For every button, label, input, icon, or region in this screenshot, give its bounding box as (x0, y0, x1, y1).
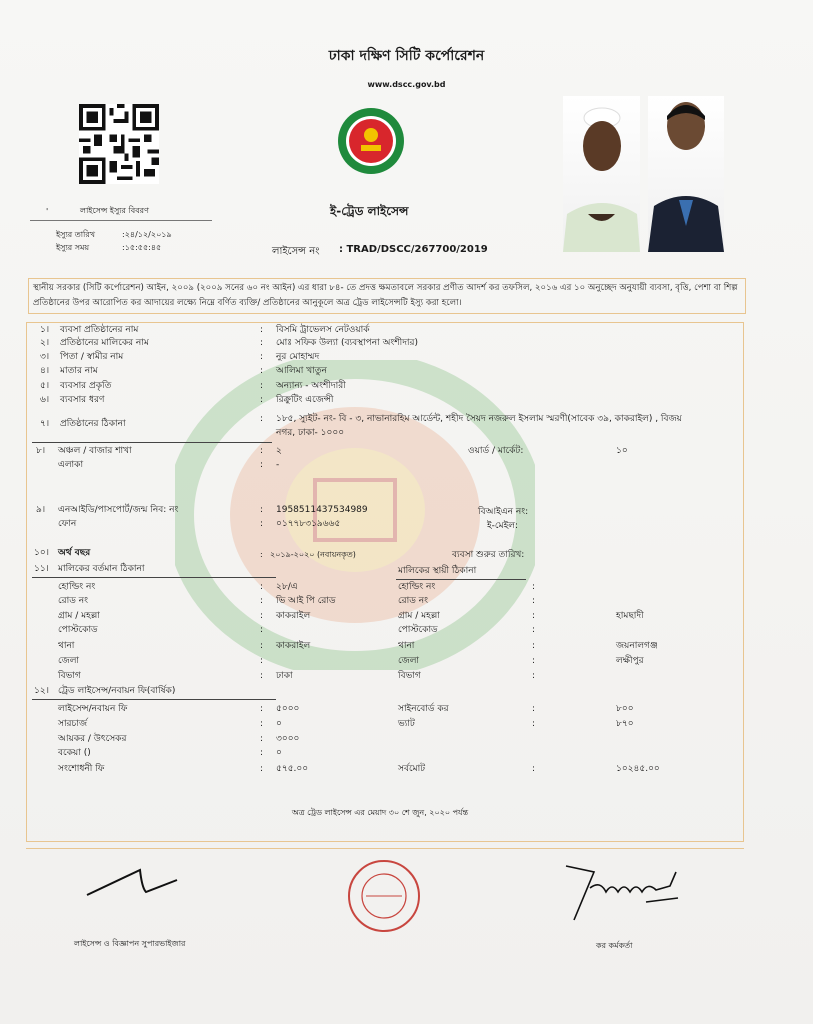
fiscal-value: ২০১৯-২০২০ (নবায়নকৃত) (270, 550, 356, 559)
fee-label: লাইসেন্স/নবায়ন ফি (58, 704, 128, 714)
field-value: আলিমা খাতুন (276, 366, 327, 376)
permanent-field-colon: : (532, 582, 536, 592)
bullet-mark: ' (46, 207, 49, 216)
field-label: ব্যবসার প্রকৃতি (60, 381, 112, 391)
present-field-label: হোল্ডিং নং (58, 582, 96, 592)
present-field-value: কাকরাইল (276, 641, 311, 651)
field-no: ৬। (40, 395, 50, 405)
zone-value: ২ (276, 446, 282, 456)
qr-code (78, 104, 160, 184)
fee-value-right: ৮৭০ (616, 719, 634, 729)
zone-label: অঞ্চল / বাজার শাখা (58, 446, 132, 456)
fee-value-right: ১০২৪৫.০০ (616, 764, 660, 774)
tax-officer-signature (560, 858, 690, 930)
field-label: পিতা / স্বামীর নাম (60, 352, 124, 362)
present-field-colon: : (260, 611, 264, 621)
permanent-field-value: জয়নালগঞ্জ (616, 641, 658, 651)
present-field-value: কাকরাইল (276, 611, 311, 621)
field-colon: : (260, 381, 264, 391)
permanent-field-label: বিভাগ (398, 671, 421, 681)
address-label: প্রতিষ্ঠানের ঠিকানা (60, 419, 126, 429)
field-value: রিক্রুটিং এজেন্সী (276, 395, 334, 405)
present-field-colon: : (260, 582, 264, 592)
fee-colon-right: : (532, 764, 536, 774)
issue-heading: লাইসেন্স ইস্যুর বিবরণ (80, 206, 149, 215)
permanent-field-colon: : (532, 671, 536, 681)
fee-colon-right: : (532, 719, 536, 729)
field-value: বিসমি ট্রাভেলস নেটওয়ার্ক (276, 325, 370, 335)
issue-heading-underline (30, 220, 212, 221)
present-field-value: ঢাকা (276, 671, 293, 681)
permanent-field-colon: : (532, 611, 536, 621)
fee-label-right: সর্বমোট (398, 764, 426, 774)
present-field-value: ভি আই পি রোড (276, 596, 336, 606)
address-no: ৭। (40, 419, 50, 429)
field-no: ৩। (40, 352, 50, 362)
ids-no: ৯। (36, 505, 46, 515)
permanent-field-label: পোস্টকোড (398, 625, 438, 635)
owner-address-no: ১১। (34, 564, 49, 574)
fee-value: ০ (276, 748, 282, 758)
present-field-label: রোড নং (58, 596, 88, 606)
permanent-field-label: জেলা (398, 656, 420, 666)
present-field-label: থানা (58, 641, 75, 651)
permanent-field-label: হোল্ডিং নং (398, 582, 436, 592)
supervisor-title: লাইসেন্স ও বিজ্ঞাপন সুপারভাইজার (74, 939, 186, 948)
present-field-value: ২৮/এ (276, 582, 298, 592)
fee-colon: : (260, 748, 264, 758)
field-no: ৪। (40, 366, 50, 376)
nid-label: এনআইডি/পাসপোর্ট/জন্ম নিব: নং (58, 505, 179, 515)
permanent-field-colon: : (532, 596, 536, 606)
fee-colon: : (260, 764, 264, 774)
email-label: ই-মেইল: (487, 521, 518, 531)
fee-label: আয়কর / উৎসেকর (58, 734, 127, 744)
field-label: ব্যবসার ধরণ (60, 395, 105, 405)
permanent-field-colon: : (532, 625, 536, 635)
fees-underline (32, 699, 276, 700)
fee-label-right: সাইনবোর্ড কর (398, 704, 449, 714)
present-field-label: জেলা (58, 656, 80, 666)
declaration-text: স্থানীয় সরকার (সিটি কর্পোরেশন) আইন, ২০০৯ (২০০৯ সনের ৬০ নং আইন) এর ধারা ৮৪- তে প্রদত্ত ক্ষমতাবলে সরকার প্রণীত আদর্শ কর তফসিল, ২০১৬ এর ১০ অনুচ্ছেদ অনুযায়ী ব্যবসা, বৃত্তি, পেশা বা শিল্প প্রতিষ্ঠানের উপর আরোপিত কর আদায়ের লক্ষ্যে নিম্নে বর্ণিত ব্যক্তি/ প্রতিষ্ঠানের আনুকূলে অত্র ট্রেড লাইসেন্সটি ইস্যু করা হলো। (28, 278, 746, 314)
field-label: ব্যবসা প্রতিষ্ঠানের নাম (60, 325, 139, 335)
field-colon: : (260, 395, 264, 405)
fee-value: ৫৭৫.০০ (276, 764, 309, 774)
fee-colon: : (260, 704, 264, 714)
present-field-colon: : (260, 671, 264, 681)
present-address-heading: মালিকের বর্তমান ঠিকানা (58, 564, 145, 574)
nid-colon: : (260, 505, 264, 515)
issue-time-value: :১৫:৫৫:৪৫ (122, 243, 162, 252)
phone-value: ০১৭৭৮৩১৯৬৬৫ (276, 519, 341, 529)
issue-date-label: ইস্যুর তারিখ (56, 230, 95, 239)
field-value: নুর মোহাম্মদ (276, 352, 320, 362)
supervisor-signature (82, 850, 182, 900)
bin-label: বিআইএন নং: (478, 507, 529, 517)
permanent-field-label: থানা (398, 641, 415, 651)
permanent-underline (396, 579, 526, 580)
field-colon: : (260, 352, 264, 362)
field-label: মাতার নাম (60, 366, 98, 376)
fee-colon: : (260, 719, 264, 729)
fee-colon-right: : (532, 704, 536, 714)
present-underline (32, 577, 276, 578)
validity-text: অত্র ট্রেড লাইসেন্স এর মেয়াদ ৩০ শে জুন, ২০২০ পর্যন্ত (291, 808, 469, 817)
fee-label: বকেয়া () (58, 748, 91, 758)
ward-value: ১০ (616, 446, 628, 456)
business-start-label: ব্যবসা শুরুর তারিখ: (452, 550, 525, 560)
fee-label: সারচার্জ (58, 719, 88, 729)
field-value: অন্যান্য - অংশীদারী (276, 381, 346, 391)
address-line1: ১৮৫, স্যুইট- নং- বি - ৩, নাভানারহিম আর্ডেন্ট, শহীদ সৈয়দ নজরুল ইসলাম স্মরণী(সাবেক ৩৯, কাকরাইল) , বিজয় (276, 414, 682, 424)
issue-date-value: :২৪/১২/২০১৯ (122, 230, 172, 239)
field-colon: : (260, 325, 264, 335)
area-value: - (276, 460, 280, 470)
fees-no: ১২। (34, 686, 49, 696)
fee-label: সংশোধনী ফি (58, 764, 105, 774)
zone-colon: : (260, 446, 264, 456)
address-colon: : (260, 414, 264, 424)
tax-officer-title: কর কর্মকর্তা (596, 941, 633, 950)
field-no: ২। (40, 338, 50, 348)
field-value: মোঃ সফিক উল্যা (ব্যবস্থাপনা অংশীদার) (276, 338, 418, 348)
present-field-colon: : (260, 625, 264, 635)
present-field-label: বিভাগ (58, 671, 81, 681)
section-divider (32, 442, 272, 443)
partner-photo (648, 96, 724, 252)
area-colon: : (260, 460, 264, 470)
nid-value: 1958511437534989 (276, 505, 368, 515)
e-trade-license-title: ই-ট্রেড লাইসেন্স (330, 204, 409, 218)
fee-value: ৫০০০ (276, 704, 300, 714)
phone-label: ফোন (58, 519, 77, 529)
field-colon: : (260, 366, 264, 376)
corporation-title: ঢাকা দক্ষিণ সিটি কর্পোরেশন (328, 48, 485, 64)
permanent-field-value: হামছাদী (616, 611, 644, 621)
area-label: এলাকা (58, 460, 84, 470)
fees-heading: ট্রেড লাইসেন্স/নবায়ন ফি(বার্ষিক) (58, 686, 176, 696)
ward-label: ওয়ার্ড / মার্কেট: (468, 446, 524, 456)
dscc-logo (337, 107, 405, 175)
official-stamp (346, 858, 422, 934)
permanent-field-value: লক্ষীপুর (616, 656, 644, 666)
field-no: ৫। (40, 381, 50, 391)
fiscal-label: অর্থ বছর (58, 548, 91, 558)
present-field-colon: : (260, 596, 264, 606)
owner-photo (563, 96, 640, 252)
fee-label-right: ভ্যাট (398, 719, 415, 729)
permanent-field-label: রোড নং (398, 596, 428, 606)
present-field-colon: : (260, 656, 264, 666)
permanent-field-colon: : (532, 656, 536, 666)
fee-colon: : (260, 734, 264, 744)
fee-value: ৩০০০ (276, 734, 300, 744)
present-field-colon: : (260, 641, 264, 651)
field-label: প্রতিষ্ঠানের মালিকের নাম (60, 338, 149, 348)
field-colon: : (260, 338, 264, 348)
field-no: ১। (40, 325, 50, 335)
zone-no: ৮। (36, 446, 46, 456)
phone-colon: : (260, 519, 264, 529)
website-link[interactable]: www.dscc.gov.bd (367, 80, 446, 89)
license-no-value: : TRAD/DSCC/267700/2019 (339, 244, 488, 255)
present-field-label: গ্রাম / মহল্লা (58, 611, 100, 621)
address-line2: নগর, ঢাকা- ১০০০ (276, 428, 345, 438)
fiscal-no: ১০। (34, 548, 49, 558)
fiscal-colon: : (260, 550, 263, 559)
license-no-label: লাইসেন্স নং (272, 246, 320, 257)
present-field-label: পোস্টকোড (58, 625, 98, 635)
permanent-field-colon: : (532, 641, 536, 651)
fee-value-right: ৮০০ (616, 704, 634, 714)
permanent-address-heading: মালিকের স্থায়ী ঠিকানা (398, 566, 477, 576)
fee-value: ০ (276, 719, 282, 729)
issue-time-label: ইস্যুর সময় (56, 243, 90, 252)
permanent-field-label: গ্রাম / মহল্লা (398, 611, 440, 621)
